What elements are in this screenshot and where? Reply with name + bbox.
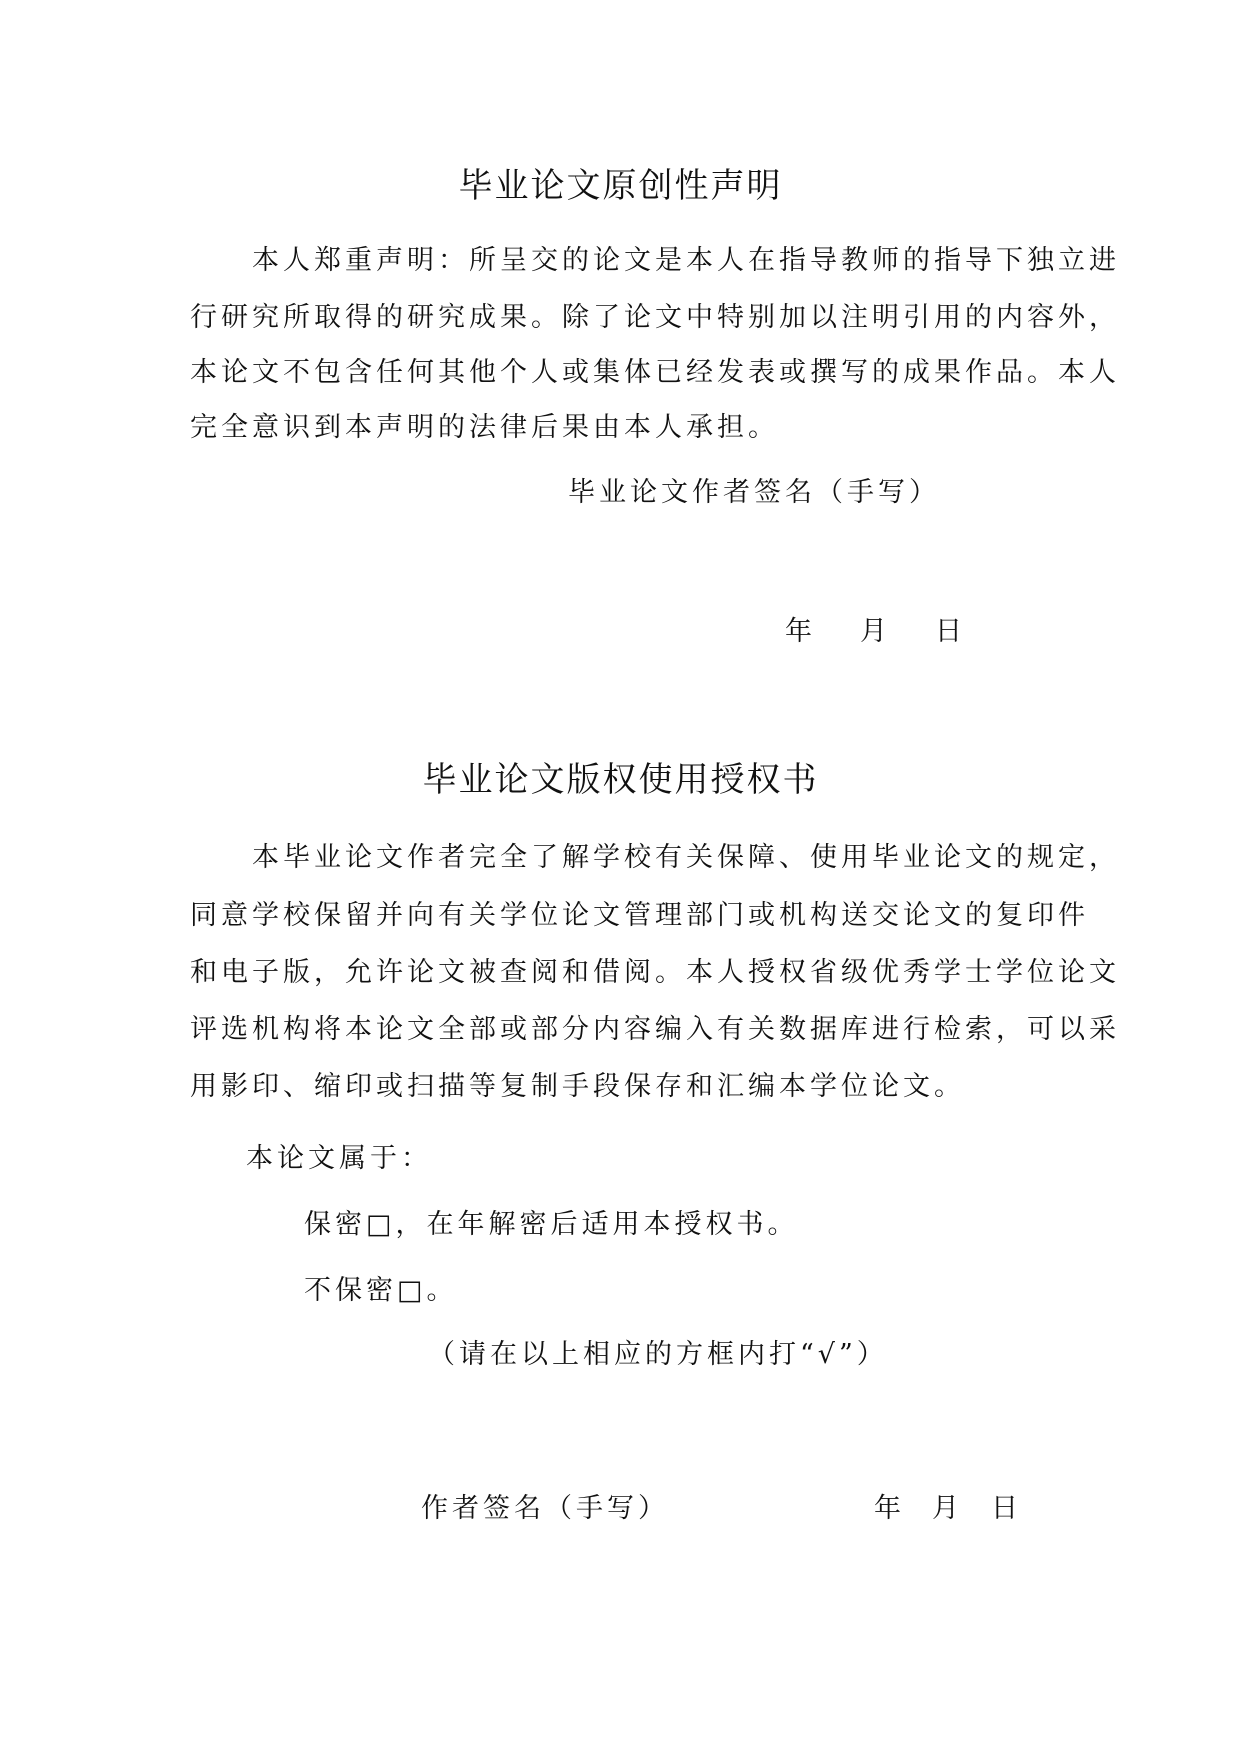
authorization-date-day: 日	[991, 1493, 1022, 1524]
authorization-line-5: 用影印、缩印或扫描等复制手段保存和汇编本学位论文。	[190, 1071, 965, 1102]
authorization-line-2: 同意学校保留并向有关学位论文管理部门或机构送交论文的复印件	[190, 900, 1089, 931]
option-confidential: 保密□，在年解密后适用本授权书。	[304, 1209, 799, 1240]
declaration-signature-label: 毕业论文作者签名（手写）	[568, 477, 940, 508]
declaration-line-3: 本论文不包含任何其他个人或集体已经发表或撰写的成果作品。本人	[190, 357, 1120, 388]
authorization-line-1: 本毕业论文作者完全了解学校有关保障、使用毕业论文的规定，	[190, 842, 1120, 873]
declaration-line-1: 本人郑重声明：所呈交的论文是本人在指导教师的指导下独立进	[190, 245, 1120, 276]
authorization-belongs-label: 本论文属于：	[246, 1143, 432, 1174]
declaration-line-2: 行研究所取得的研究成果。除了论文中特别加以注明引用的内容外，	[190, 302, 1120, 333]
declaration-date-year: 年	[785, 616, 816, 647]
authorization-line-4: 评选机构将本论文全部或部分内容编入有关数据库进行检索，可以采	[190, 1014, 1120, 1045]
authorization-date-month: 月	[932, 1493, 963, 1524]
declaration-date-day: 日	[935, 616, 966, 647]
authorization-instruction: （请在以上相应的方框内打“√”）	[428, 1339, 888, 1370]
authorization-line-3: 和电子版，允许论文被查阅和借阅。本人授权省级优秀学士学位论文	[190, 957, 1120, 988]
declaration-line-4: 完全意识到本声明的法律后果由本人承担。	[190, 412, 779, 443]
authorization-date-year: 年	[874, 1493, 905, 1524]
declaration-title: 毕业论文原创性声明	[458, 166, 783, 206]
authorization-title: 毕业论文版权使用授权书	[422, 760, 819, 800]
authorization-signature-label: 作者签名（手写）	[421, 1493, 669, 1524]
option-not-confidential: 不保密□。	[304, 1275, 458, 1306]
declaration-date-month: 月	[860, 616, 891, 647]
